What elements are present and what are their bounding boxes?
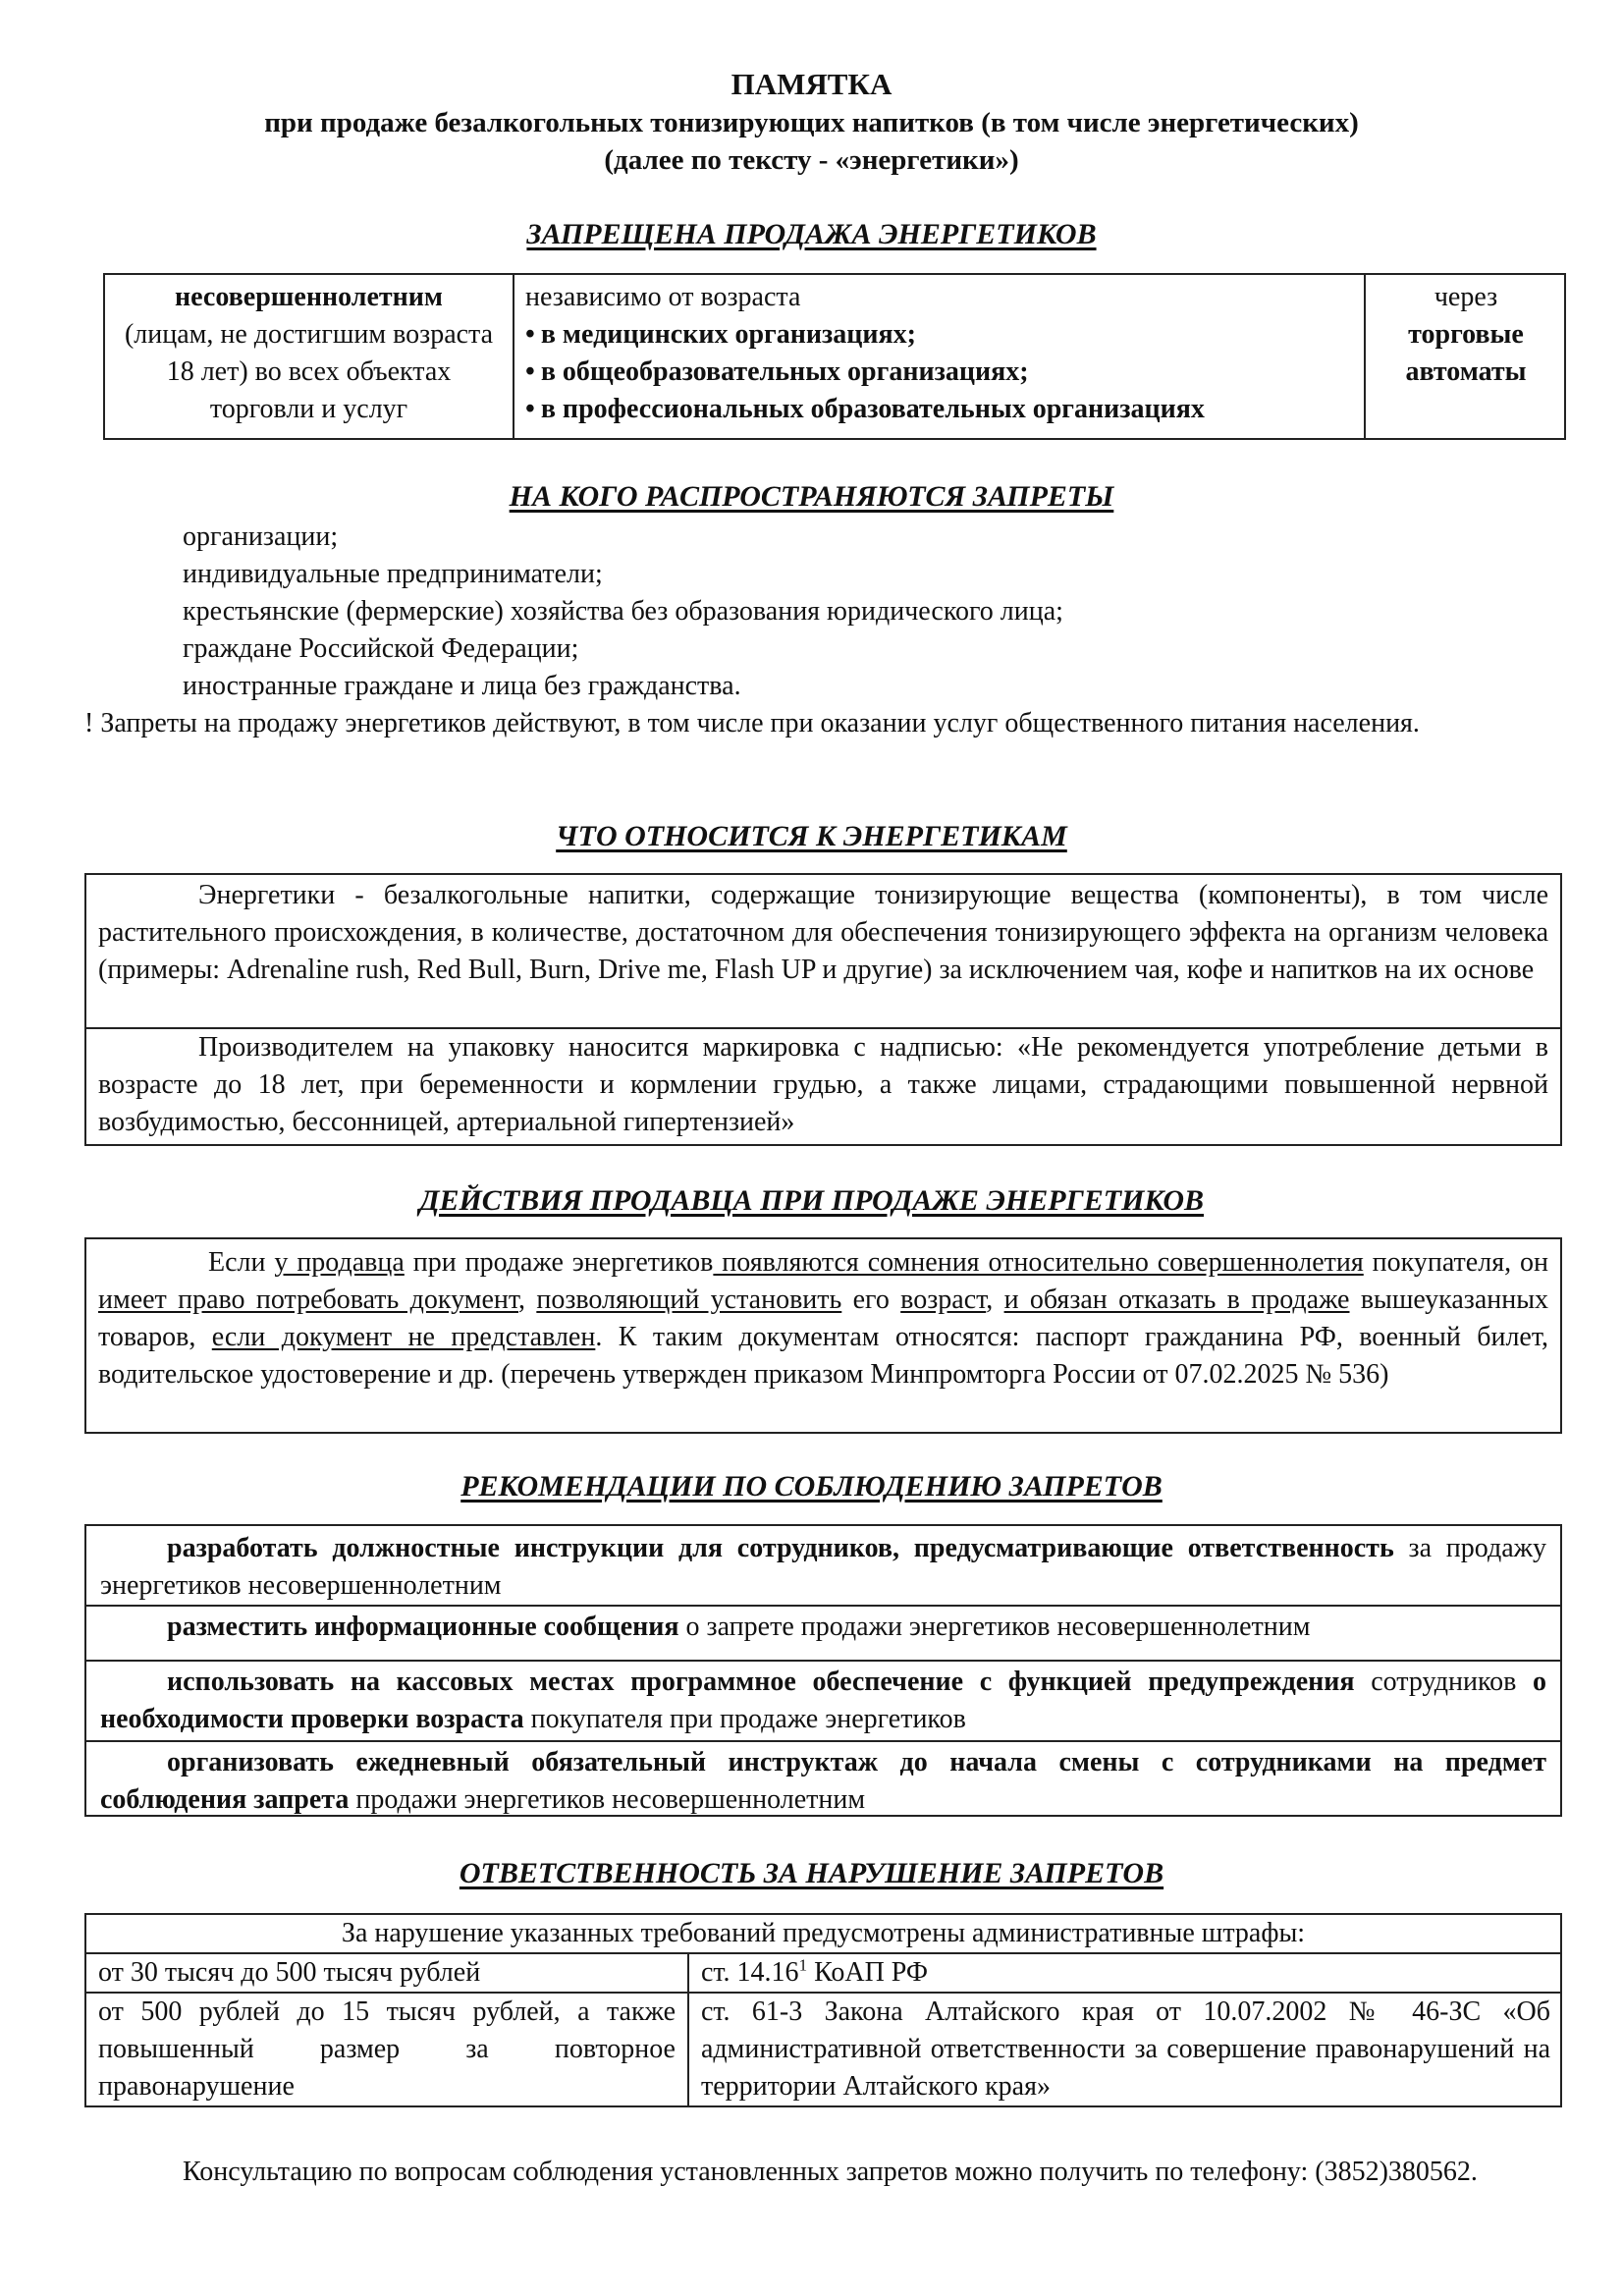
liability-table	[84, 1913, 1562, 2107]
actions-heading: ДЕЙСТВИЯ ПРОДАВЦА ПРИ ПРОДАЖЕ ЭНЕРГЕТИКОВ	[418, 1184, 1205, 1217]
what-labeling: Производителем на упаковку наносится маркировка с надписью: «Не рекомендуется употребление детьми в возрасте до 18 лет, при беременности и кормлении грудью, а также лицами, страдающими повышенной нервной возбудимостью, бессонницей, артериальной гипертензией»	[98, 1032, 1548, 1137]
actions-text: ,	[518, 1285, 537, 1315]
rec-row-instructions	[86, 1526, 1560, 1605]
recs-heading: РЕКОМЕНДАЦИИ ПО СОБЛЮДЕНИЮ ЗАПРЕТОВ	[460, 1470, 1163, 1503]
page-title: ПАМЯТКА	[730, 67, 893, 101]
what-heading: ЧТО ОТНОСИТСЯ К ЭНЕРГЕТИКАМ	[556, 820, 1067, 852]
rec-text: о запрете продажи энергетиков несовершеннолетним	[678, 1612, 1311, 1642]
ban-col-minors	[105, 279, 513, 428]
ban-table	[103, 273, 1566, 440]
consultation-note: Консультацию по вопросам соблюдения установленных запретов можно получить по телефону: (3852)380562.	[183, 2157, 1478, 2187]
page-subtitle-line1: при продаже безалкогольных тонизирующих напитков (в том числе энергетических)	[264, 107, 1359, 138]
actions-underlined: у продавца	[274, 1247, 405, 1278]
ban-col-vending	[1366, 279, 1566, 391]
ban-col3-text: через	[1434, 282, 1498, 312]
rec-text: покупателя при продаже энергетиков	[523, 1704, 966, 1734]
who-list-item: крестьянские (фермерские) хозяйства без образования юридического лица;	[183, 596, 1063, 627]
liability-row1-left: от 30 тысяч до 500 тысяч рублей	[98, 1957, 481, 1988]
liability-row2-left: от 500 рублей до 15 тысяч рублей, а также повышенный размер за повторное правонарушение	[98, 1996, 676, 2102]
actions-text: . К таким документам относятся: паспорт гражданина РФ, военный билет, водительское удостоверение и др. (перечень утвержден приказом Минпромторга России от 07.02.2025 № 536)	[98, 1322, 1548, 1390]
rec-row-info-messages	[86, 1605, 1560, 1660]
liability-row1-right	[689, 1954, 1562, 1992]
liability-row1-code: КоАП РФ	[807, 1957, 928, 1988]
ban-col1-bold: несовершеннолетним	[175, 282, 443, 312]
liability-heading: ОТВЕТСТВЕННОСТЬ ЗА НАРУШЕНИЕ ЗАПРЕТОВ	[459, 1857, 1164, 1889]
what-table	[84, 873, 1562, 1146]
rec-row-briefing	[86, 1740, 1560, 1819]
liability-row1-sup: 1	[798, 1955, 808, 1975]
liability-intro: За нарушение указанных требований предусмотрены административные штрафы:	[341, 1918, 1306, 1948]
actions-text: покупателя, он	[1363, 1247, 1548, 1278]
ban-col3-bold: торговые автоматы	[1405, 319, 1527, 387]
who-list	[183, 519, 1557, 705]
ban-col2-item: • в профессиональных образовательных организациях	[525, 391, 1358, 428]
rec-bold: использовать на кассовых местах программное обеспечение с функцией предупреждения	[167, 1667, 1355, 1697]
rec-bold: о необходимости проверки возраста	[100, 1667, 1546, 1734]
rec-row-software	[86, 1660, 1560, 1740]
who-heading: НА КОГО РАСПРОСТРАНЯЮТСЯ ЗАПРЕТЫ	[509, 480, 1114, 513]
actions-text: его	[841, 1285, 901, 1315]
actions-underlined: появляются сомнения относительно совершеннолетия	[713, 1247, 1364, 1278]
who-list-item: индивидуальные предприниматели;	[183, 559, 603, 589]
actions-underlined: имеет право потребовать документ	[98, 1285, 518, 1315]
rec-bold: разместить информационные сообщения	[167, 1612, 679, 1642]
rec-bold: организовать ежедневный обязательный инструктаж до начала смены с сотрудниками на предмет соблюдения запрета	[100, 1747, 1546, 1815]
recs-table	[84, 1524, 1562, 1817]
who-list-item: граждане Российской Федерации;	[183, 633, 579, 664]
actions-text: ,	[986, 1285, 1004, 1315]
ban-col2-item: • в общеобразовательных организациях;	[525, 354, 1358, 391]
actions-text: при продаже энергетиков	[404, 1247, 714, 1278]
page-subtitle-line2: (далее по тексту - «энергетики»)	[604, 144, 1019, 176]
ban-col1-text: (лицам, не достигшим возраста 18 лет) во всех объектах торговли и услуг	[124, 319, 494, 424]
ban-col2-intro: независимо от возраста	[525, 282, 801, 312]
actions-underlined: возраст	[900, 1285, 987, 1315]
actions-underlined: позволяющий установить	[536, 1285, 842, 1315]
rec-text: сотрудников	[1354, 1667, 1533, 1697]
ban-heading: ЗАПРЕЩЕНА ПРОДАЖА ЭНЕРГЕТИКОВ	[526, 218, 1097, 250]
ban-col-organizations	[519, 279, 1364, 428]
who-list-item: организации;	[183, 521, 339, 552]
what-definition: Энергетики - безалкогольные напитки, содержащие тонизирующие вещества (компоненты), в том числе растительного происхождения, в количестве, достаточном для обеспечения тонизирующего эффекта на организм человека (примеры: Adrenaline rush, Red Bull, Burn, Drive me, Flash UP и другие) за исключением чая, кофе и напитков на их основе	[98, 880, 1548, 985]
actions-box	[84, 1237, 1562, 1434]
actions-underlined: если документ не представлен	[211, 1322, 596, 1352]
actions-text: вышеуказанных товаров,	[98, 1285, 1549, 1352]
ban-col2-item: • в медицинских организациях;	[525, 316, 1358, 354]
liability-row2-right: ст. 61-3 Закона Алтайского края от 10.07.2002 № 46-ЗС «Об административной ответственности за совершение правонарушений на территории Алтайского края»	[701, 1996, 1550, 2102]
liability-row1-article: ст. 14.16	[701, 1957, 799, 1988]
who-list-item: иностранные граждане и лица без гражданства.	[183, 671, 741, 701]
rec-text: продажи энергетиков несовершеннолетним	[349, 1784, 866, 1815]
actions-text: Если	[208, 1247, 275, 1278]
rec-text: за продажу энергетиков несовершеннолетним	[100, 1533, 1546, 1601]
who-note: ! Запреты на продажу энергетиков действуют, в том числе при оказании услуг общественного питания населения.	[84, 708, 1420, 738]
actions-underlined: и обязан отказать в продаже	[1003, 1285, 1350, 1315]
rec-bold: разработать должностные инструкции для сотрудников, предусматривающие ответственность	[167, 1533, 1394, 1563]
